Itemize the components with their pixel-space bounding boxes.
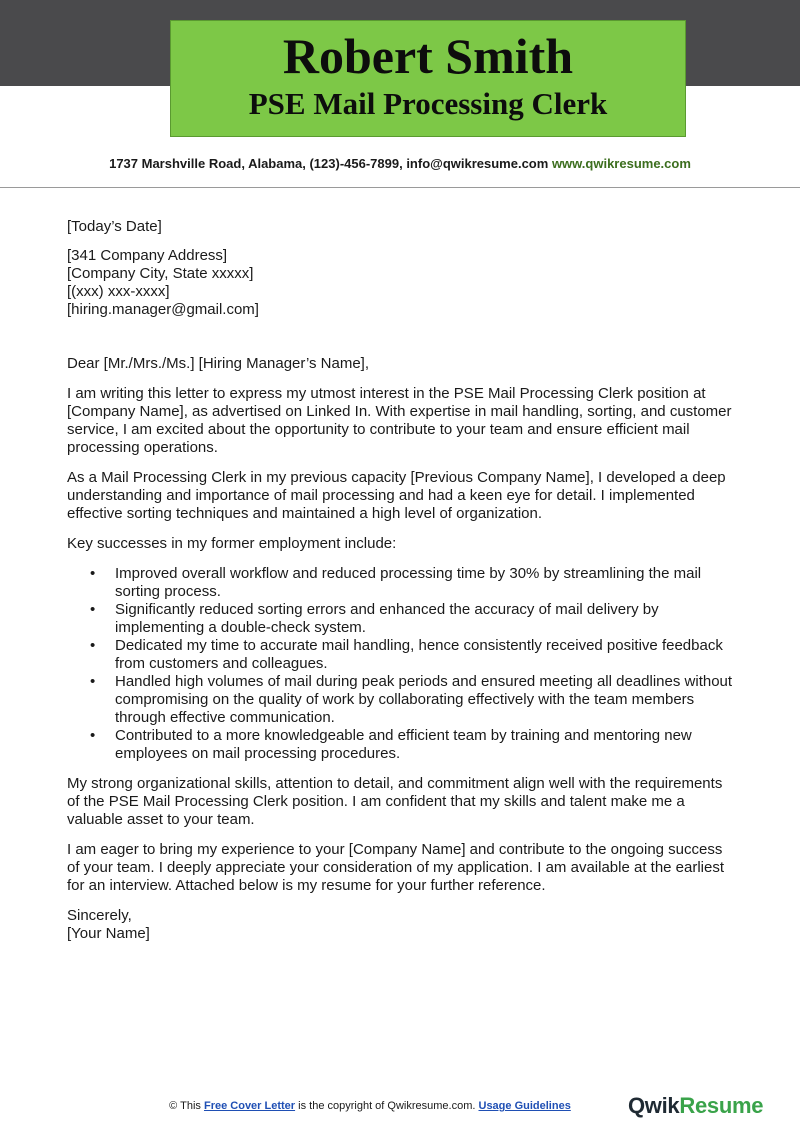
signoff: Sincerely, — [67, 907, 132, 924]
address-line: [hiring.manager@gmail.com] — [67, 301, 259, 318]
list-item: • Contributed to a more knowledgeable and efficient team by training and mentoring new employees on mail processing procedures. — [115, 727, 737, 763]
body-paragraph: I am eager to bring my experience to your [Company Name] and contribute to the ongoing success of your team. I deeply appreciate your consideration of my application. I am available at the earliest for an interview. Attached below is my resume for your further reference. — [67, 841, 725, 894]
contact-line — [0, 156, 800, 171]
footer-text: is the copyright of Qwikresume.com. — [298, 1100, 476, 1112]
name-banner — [170, 20, 686, 137]
address-line: [Company City, State xxxxx] — [67, 265, 254, 282]
logo-part: Resume — [679, 1093, 764, 1118]
qwikresume-logo — [628, 1093, 763, 1119]
recipient-address — [67, 247, 737, 319]
contact-details: 1737 Marshville Road, Alabama, (123)-456-7899, info@qwikresume.com — [109, 156, 549, 171]
list-item: • Improved overall workflow and reduced processing time by 30% by streamlining the mail sorting process. — [115, 565, 737, 601]
letter-date: [Today’s Date] — [67, 218, 162, 235]
applicant-name: Robert Smith — [282, 28, 574, 84]
address-line: [341 Company Address] — [67, 247, 228, 264]
address-line: [(xxx) xxx-xxxx] — [67, 283, 170, 300]
body-paragraph: As a Mail Processing Clerk in my previous capacity [Previous Company Name], I developed a deep understanding and importance of mail processing and had a keen eye for detail. I implemented effective sorting techniques and maintained a high level of organization. — [67, 469, 726, 522]
body-paragraph: I am writing this letter to express my utmost interest in the PSE Mail Processing Clerk position at [Company Name], as advertised on Linked In. With expertise in mail handling, sorting, and customer service, I am excited about the opportunity to contribute to your team and ensure efficient mail processing operations. — [67, 385, 732, 456]
list-item: • Handled high volumes of mail during peak periods and ensured meeting all deadlines without compromising on the quality of work by collaborating effectively with the team members through effective communication. — [115, 673, 737, 727]
body-paragraph: Key successes in my former employment include: — [67, 535, 397, 552]
logo-part: Qwik — [628, 1093, 680, 1118]
list-item: • Significantly reduced sorting errors and enhanced the accuracy of mail delivery by implementing a double-check system. — [115, 601, 737, 637]
signature: [Your Name] — [67, 925, 150, 942]
letter-body — [67, 218, 737, 943]
salutation: Dear [Mr./Mrs./Ms.] [Hiring Manager’s Name], — [67, 355, 370, 372]
usage-guidelines-link[interactable]: Usage Guidelines — [478, 1100, 571, 1112]
list-item: • Dedicated my time to accurate mail handling, hence consistently received positive feedback from customers and colleagues. — [115, 637, 737, 673]
free-cover-letter-link[interactable]: Free Cover Letter — [203, 1100, 296, 1112]
footer-prefix: © This — [169, 1100, 201, 1112]
body-paragraph: My strong organizational skills, attention to detail, and commitment align well with the requirements of the PSE Mail Processing Clerk position. I am confident that my skills and talent make me a valuable asset to your team. — [67, 775, 723, 828]
achievements-list — [67, 565, 737, 763]
job-title: PSE Mail Processing Clerk — [248, 86, 608, 121]
header-divider — [0, 187, 800, 188]
website-link[interactable]: www.qwikresume.com — [551, 156, 691, 171]
